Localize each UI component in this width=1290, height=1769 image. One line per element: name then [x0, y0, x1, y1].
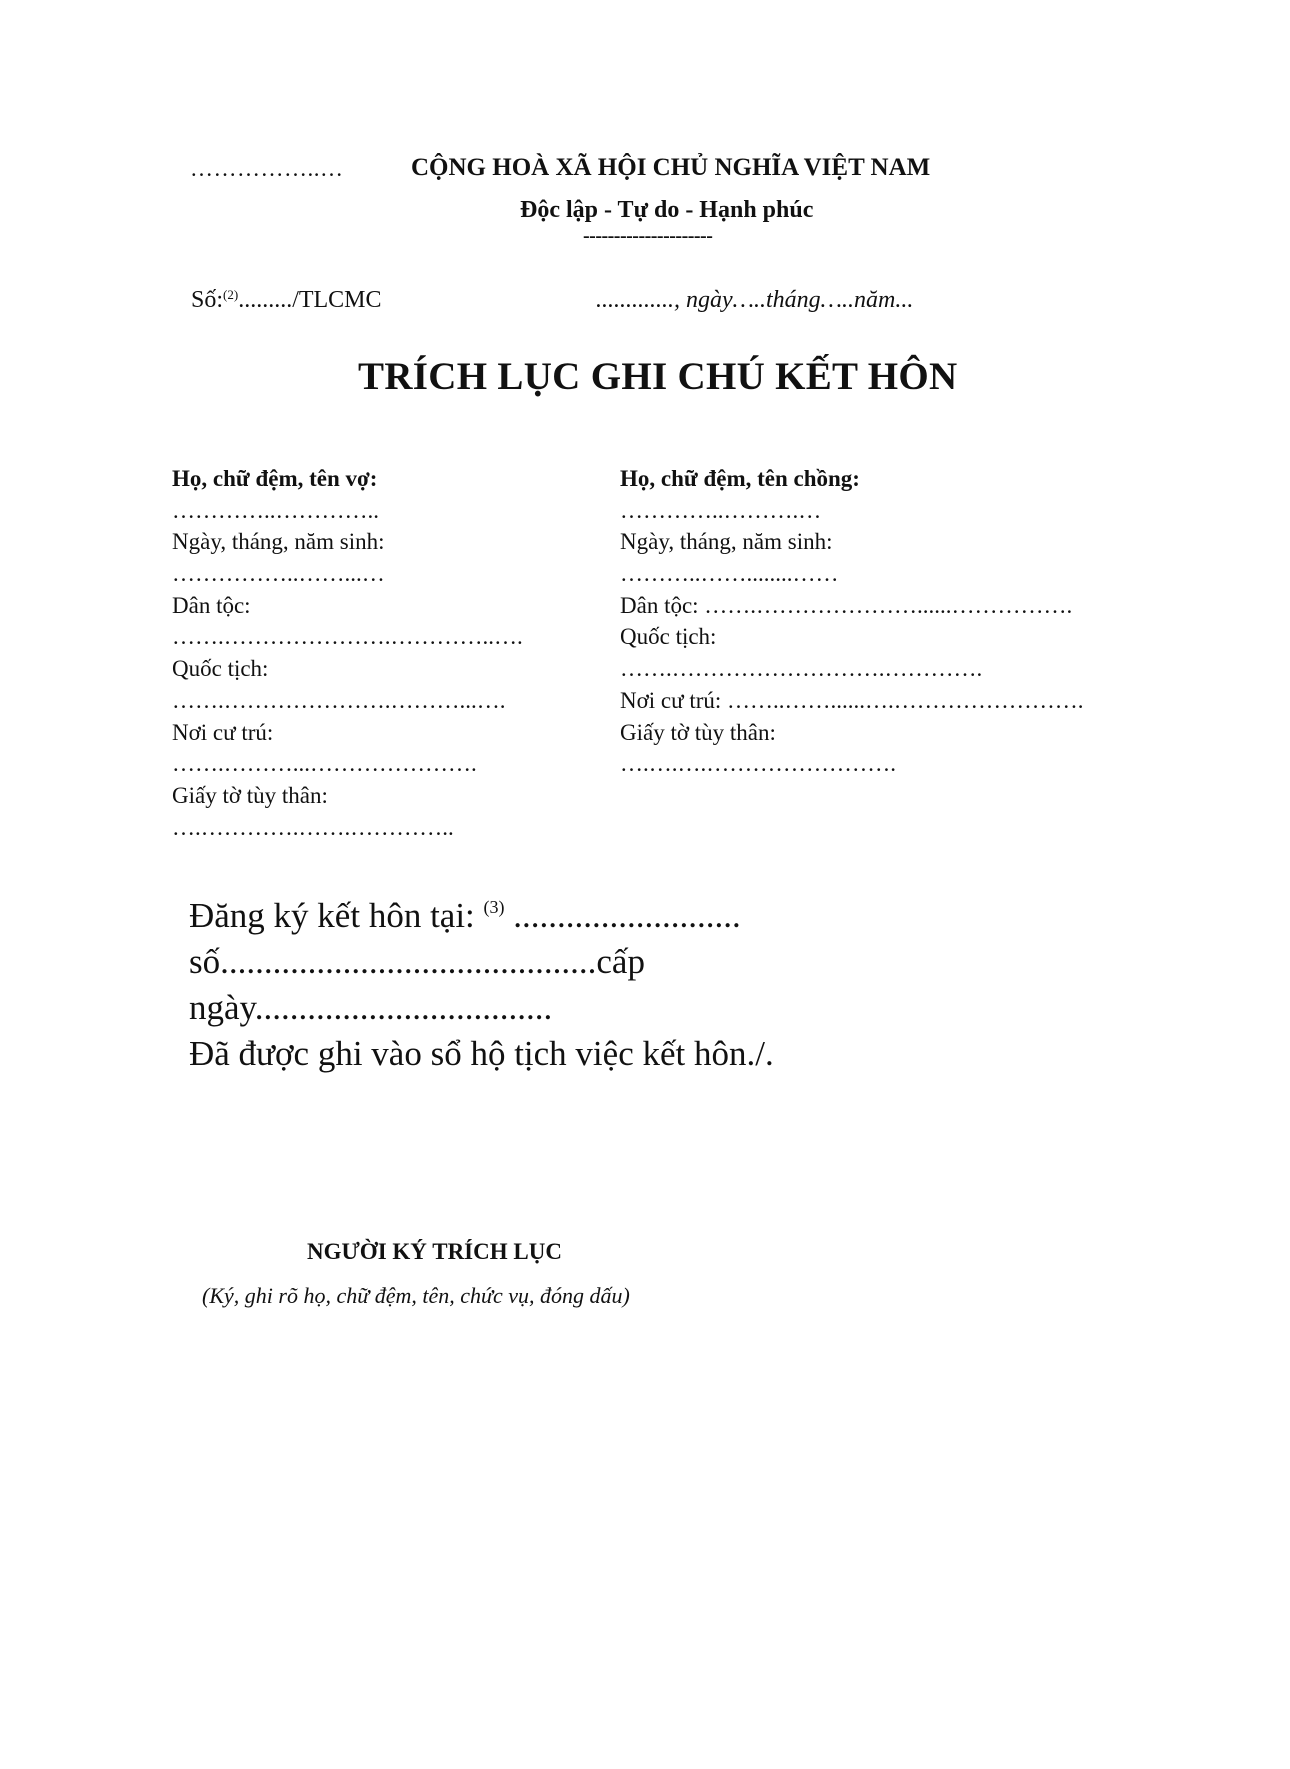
husband-nationality-label: Quốc tịch: — [620, 624, 717, 650]
wife-nationality-field: …….………………….………...…. — [172, 687, 506, 713]
husband-name-field: …………..……….… — [620, 497, 822, 523]
wife-name-label: Họ, chữ đệm, tên vợ: — [172, 466, 378, 491]
wife-id-field: ….………….…….………….. — [172, 814, 454, 840]
wife-ethnicity-label: Dân tộc: — [172, 592, 251, 618]
registration-place-label: Đăng ký kết hôn tại: — [189, 896, 484, 935]
footnote-marker-2: (2) — [223, 287, 239, 302]
national-title: CỘNG HOÀ XÃ HỘI CHỦ NGHĨA VIỆT NAM — [411, 154, 931, 181]
wife-name-field: …………..………….. — [172, 497, 379, 523]
national-motto: Độc lập - Tự do - Hạnh phúc — [520, 197, 814, 223]
husband-id-field: ….….….……………………. — [620, 751, 896, 777]
husband-section — [620, 463, 1084, 780]
signer-title: NGƯỜI KÝ TRÍCH LỤC — [307, 1239, 562, 1264]
husband-name-label: Họ, chữ đệm, tên chồng: — [620, 466, 860, 491]
wife-birth-label: Ngày, tháng, năm sinh: — [172, 529, 385, 555]
husband-ethnicity-line: Dân tộc: …….…………………......……………. — [620, 592, 1073, 618]
agency-name-placeholder: ……………..… — [190, 156, 344, 181]
wife-residence-field: …….………...…………………. — [172, 751, 477, 777]
date-line: ............., ngày…..tháng…..năm... — [596, 287, 914, 313]
wife-residence-label: Nơi cư trú: — [172, 719, 274, 745]
husband-id-label: Giấy tờ tùy thân: — [620, 719, 776, 745]
document-title: TRÍCH LỤC GHI CHÚ KẾT HÔN — [358, 355, 958, 398]
document-number — [191, 287, 382, 314]
registration-date-line: ngày.................................. — [189, 988, 553, 1027]
signer-instructions: (Ký, ghi rõ họ, chữ đệm, tên, chức vụ, đóng dấu) — [202, 1283, 630, 1308]
registration-place-line — [189, 893, 774, 939]
registration-section — [189, 893, 774, 1077]
wife-nationality-label: Quốc tịch: — [172, 656, 269, 682]
registration-recorded-line: Đã được ghi vào sổ hộ tịch việc kết hôn./. — [189, 1034, 774, 1073]
registration-number-line: số...........................................cấp — [189, 942, 645, 981]
husband-birth-label: Ngày, tháng, năm sinh: — [620, 529, 833, 555]
footnote-marker-3: (3) — [483, 897, 505, 917]
number-label: Số: — [191, 287, 224, 313]
registration-place-field: .......................... — [504, 896, 741, 935]
wife-birth-field: ……………..……...… — [172, 561, 385, 587]
header-divider: --------------------- — [583, 225, 713, 247]
wife-ethnicity-field: …….………………….…………..…. — [172, 624, 523, 650]
husband-residence-line: Nơi cư trú: ……..……......….……………………. — [620, 687, 1084, 713]
wife-section — [172, 463, 523, 843]
wife-id-label: Giấy tờ tùy thân: — [172, 782, 328, 808]
husband-nationality-field: …….……………………….…………. — [620, 656, 983, 682]
number-value: ........./TLCMC — [238, 287, 382, 313]
husband-birth-field: ………..……........…… — [620, 561, 839, 587]
